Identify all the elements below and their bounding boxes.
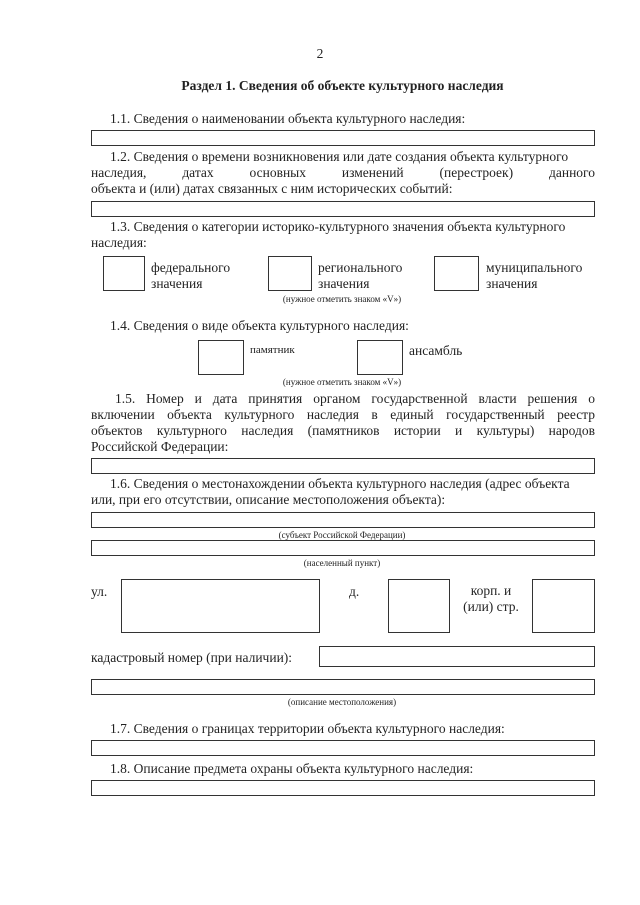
- s1-4-label: 1.4. Сведения о виде объекта культурного наследия:: [110, 318, 409, 333]
- locality-field[interactable]: [91, 540, 595, 556]
- s1-5-line4: Российской Федерации:: [91, 439, 229, 454]
- s1-2-line2: наследия, датах основных изменений (перестроек) данного: [91, 165, 595, 180]
- building-field[interactable]: [532, 579, 595, 633]
- regional-label-1: регионального: [318, 260, 403, 275]
- s1-5-decision-field[interactable]: [91, 458, 595, 474]
- building-label-2: (или) стр.: [463, 599, 519, 614]
- s1-1-label: 1.1. Сведения о наименовании объекта культурного наследия:: [110, 111, 466, 126]
- municipal-label-2: значения: [486, 276, 538, 291]
- s1-4-hint: (нужное отметить знаком «V»): [282, 377, 402, 387]
- s1-8-label: 1.8. Описание предмета охраны объекта культурного наследия:: [110, 761, 474, 776]
- s1-5-line2: включении объекта культурного наследия в единый государственный реестр: [91, 407, 595, 422]
- s1-5-line1: 1.5. Номер и дата принятия органом государственной власти решения о: [115, 391, 595, 406]
- building-label-1: корп. и: [470, 583, 512, 598]
- municipal-label-1: муниципального: [486, 260, 583, 275]
- s1-5-line3: объектов культурного наследия (памятников истории и культуры) народов: [91, 423, 595, 438]
- s1-2-line1: 1.2. Сведения о времени возникновения или дате создания объекта культурного: [110, 149, 569, 164]
- street-label: ул.: [91, 584, 108, 599]
- s1-6-line2: или, при его отсутствии, описание местоположения объекта):: [91, 492, 446, 507]
- page-number: 2: [316, 46, 324, 61]
- federal-label-1: федерального: [151, 260, 231, 275]
- cadastral-label: кадастровый номер (при наличии):: [91, 650, 293, 665]
- monument-label: памятник: [250, 344, 295, 356]
- house-field[interactable]: [388, 579, 450, 633]
- s1-3-hint: (нужное отметить знаком «V»): [282, 294, 402, 304]
- federal-label-2: значения: [151, 276, 203, 291]
- house-label: д.: [349, 584, 360, 599]
- regional-checkbox[interactable]: [268, 256, 312, 291]
- federal-checkbox[interactable]: [103, 256, 145, 291]
- s1-2-dates-field[interactable]: [91, 201, 595, 217]
- regional-label-2: значения: [318, 276, 370, 291]
- s1-3-line2: наследия:: [91, 235, 147, 250]
- location-caption: (описание местоположения): [287, 697, 397, 707]
- subject-field[interactable]: [91, 512, 595, 528]
- s1-7-boundaries-field[interactable]: [91, 740, 595, 756]
- s1-8-protection-field[interactable]: [91, 780, 595, 796]
- street-field[interactable]: [121, 579, 320, 633]
- cadastral-field[interactable]: [319, 646, 595, 667]
- ensemble-checkbox[interactable]: [357, 340, 403, 375]
- subject-caption: (субъект Российской Федерации): [278, 530, 406, 540]
- section-title: Раздел 1. Сведения об объекте культурного наследия: [181, 78, 504, 93]
- municipal-checkbox[interactable]: [434, 256, 479, 291]
- locality-caption: (населенный пункт): [303, 558, 381, 568]
- location-description-field[interactable]: [91, 679, 595, 695]
- s1-1-name-field[interactable]: [91, 130, 595, 146]
- s1-7-label: 1.7. Сведения о границах территории объекта культурного наследия:: [110, 721, 505, 736]
- monument-checkbox[interactable]: [198, 340, 244, 375]
- s1-3-line1: 1.3. Сведения о категории историко-культурного значения объекта культурного: [110, 219, 566, 234]
- s1-2-line3: объекта и (или) датах связанных с ним исторических событий:: [91, 181, 453, 196]
- ensemble-label: ансамбль: [409, 343, 463, 358]
- s1-6-line1: 1.6. Сведения о местонахождении объекта культурного наследия (адрес объекта: [110, 476, 570, 491]
